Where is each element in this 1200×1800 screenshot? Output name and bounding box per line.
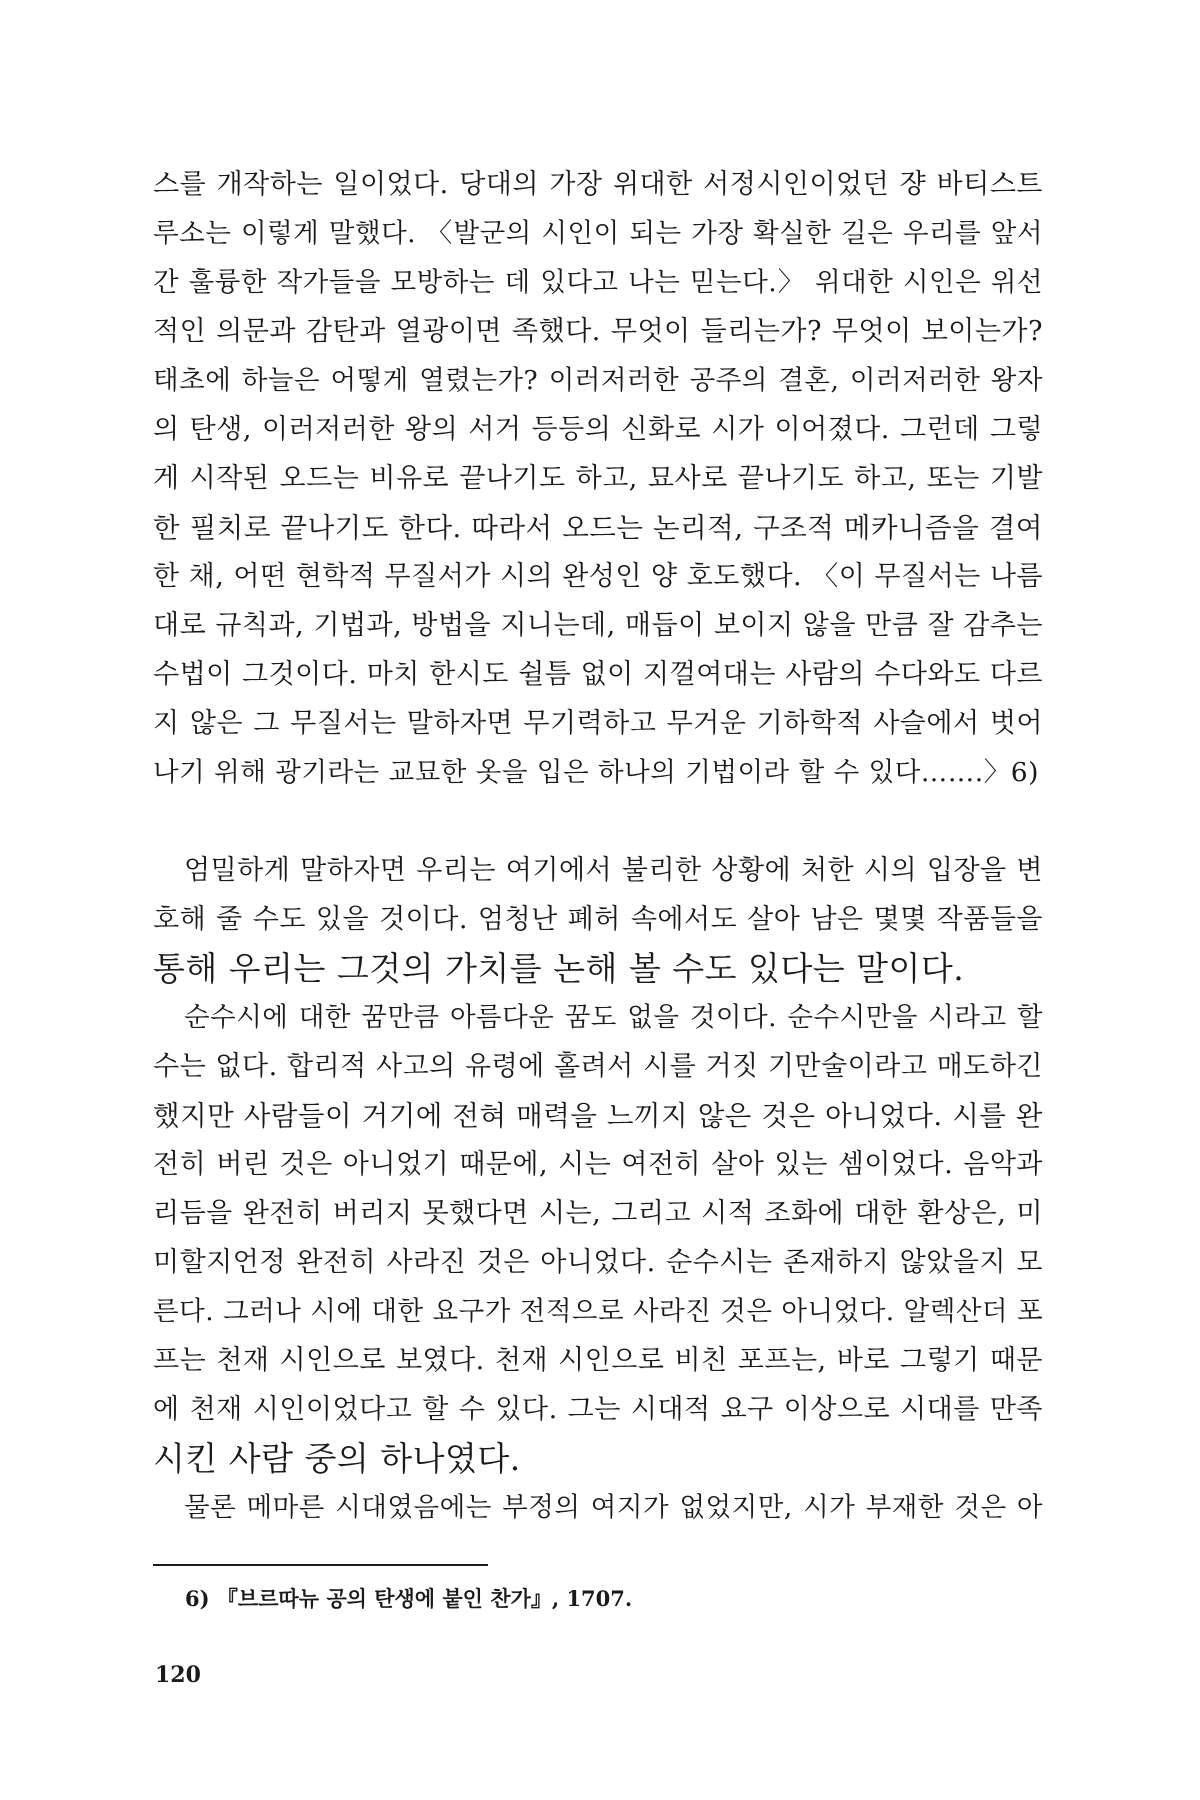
block-quote-line: 한 채, 어떤 현학적 무질서가 시의 완성인 양 호도했다. 〈이 무질서는 나름 (153, 561, 1043, 592)
block-quote-line-text: 나기 위해 광기라는 교묘한 옷을 입은 하나의 기법이라 할 수 있다……. (153, 757, 984, 788)
paragraph-line: 했지만 사람들이 거기에 전혀 매력을 느끼지 않은 것은 아니었다. 시를 완 (153, 1100, 1043, 1132)
paragraph-line: 엄밀하게 말하자면 우리는 여기에서 불리한 상황에 처한 시의 입장을 변 (184, 855, 1043, 886)
block-quote-line: 적인 의문과 감탄과 열광이면 족했다. 무엇이 들리는가? 무엇이 보이는가? (153, 316, 1043, 347)
block-quote-line: 게 시작된 오드는 비유로 끝나기도 하고, 묘사로 끝나기도 하고, 또는 기발 (153, 463, 1043, 494)
paragraph-line: 리듬을 완전히 버리지 못했다면 시는, 그리고 시적 조화에 대한 환상은, 미 (153, 1198, 1043, 1229)
block-quote-line: 대로 규칙과, 기법과, 방법을 지니는데, 매듭이 보이지 않을 만큼 잘 감추는 (153, 610, 1043, 641)
paragraph-line: 프는 천재 시인으로 보였다. 천재 시인으로 비친 포프는, 바로 그렇기 때문 (153, 1345, 1043, 1376)
footnote-reference: 〉6) (983, 757, 1039, 788)
paragraph-line: 순수시에 대한 꿈만큼 아름다운 꿈도 없을 것이다. 순수시만을 시라고 할 (184, 1002, 1043, 1033)
block-quote-line: 태초에 하늘은 어떻게 열렸는가? 이러저러한 공주의 결혼, 이러저러한 왕자 (153, 365, 1043, 396)
block-quote-line: 루소는 이렇게 말했다. 〈발군의 시인이 되는 가장 확실한 길은 우리를 앞서 (153, 218, 1043, 249)
paragraph-line: 전히 버린 것은 아니었기 때문에, 시는 여전히 살아 있는 셈이었다. 음악과 (153, 1149, 1043, 1180)
footnote-divider (153, 1564, 488, 1566)
block-quote-line: 수법이 그것이다. 마치 한시도 쉴틈 없이 지껄여대는 사람의 수다와도 다르 (153, 659, 1043, 690)
paragraph-line: 호해 줄 수도 있을 것이다. 엄청난 폐허 속에서도 살아 남은 몇몇 작품들을 (153, 904, 1043, 935)
paragraph-line: 수는 없다. 합리적 사고의 유령에 홀려서 시를 거짓 기만술이라고 매도하긴 (153, 1051, 1043, 1082)
paragraph-line: 시킨 사람 중의 하나였다. (153, 1439, 521, 1478)
paragraph-line: 물론 메마른 시대였음에는 부정의 여지가 없었지만, 시가 부재한 것은 아 (184, 1492, 1043, 1523)
page-number: 120 (155, 1662, 201, 1688)
block-quote-line: 한 필치로 끝나기도 한다. 따라서 오드는 논리적, 구조적 메카니즘을 결여 (153, 512, 1043, 544)
block-quote-line: 지 않은 그 무질서는 말하자면 무기력하고 무거운 기하학적 사슬에서 벗어 (153, 708, 1043, 739)
block-quote-last-line (153, 752, 1043, 794)
paragraph-line: 통해 우리는 그것의 가치를 논해 볼 수도 있다는 말이다. (153, 949, 965, 988)
block-quote-line: 의 탄생, 이러저러한 왕의 서거 등등의 신화로 시가 이어졌다. 그런데 그렇 (153, 414, 1043, 445)
footnote: 6) 『브르따뉴 공의 탄생에 붙인 찬가』, 1707. (185, 1586, 633, 1611)
paragraph-line: 른다. 그러나 시에 대한 요구가 전적으로 사라진 것은 아니었다. 알렉산더 포 (153, 1296, 1044, 1327)
block-quote-line: 간 훌륭한 작가들을 모방하는 데 있다고 나는 믿는다.〉 위대한 시인은 위선 (153, 267, 1043, 298)
paragraph-line: 에 천재 시인이었다고 할 수 있다. 그는 시대적 요구 이상으로 시대를 만족 (153, 1394, 1043, 1425)
paragraph-line: 미할지언정 완전히 사라진 것은 아니었다. 순수시는 존재하지 않았을지 모 (153, 1247, 1043, 1278)
block-quote-line: 스를 개작하는 일이었다. 당대의 가장 위대한 서정시인이었던 쟝 바티스트 (153, 169, 1043, 200)
